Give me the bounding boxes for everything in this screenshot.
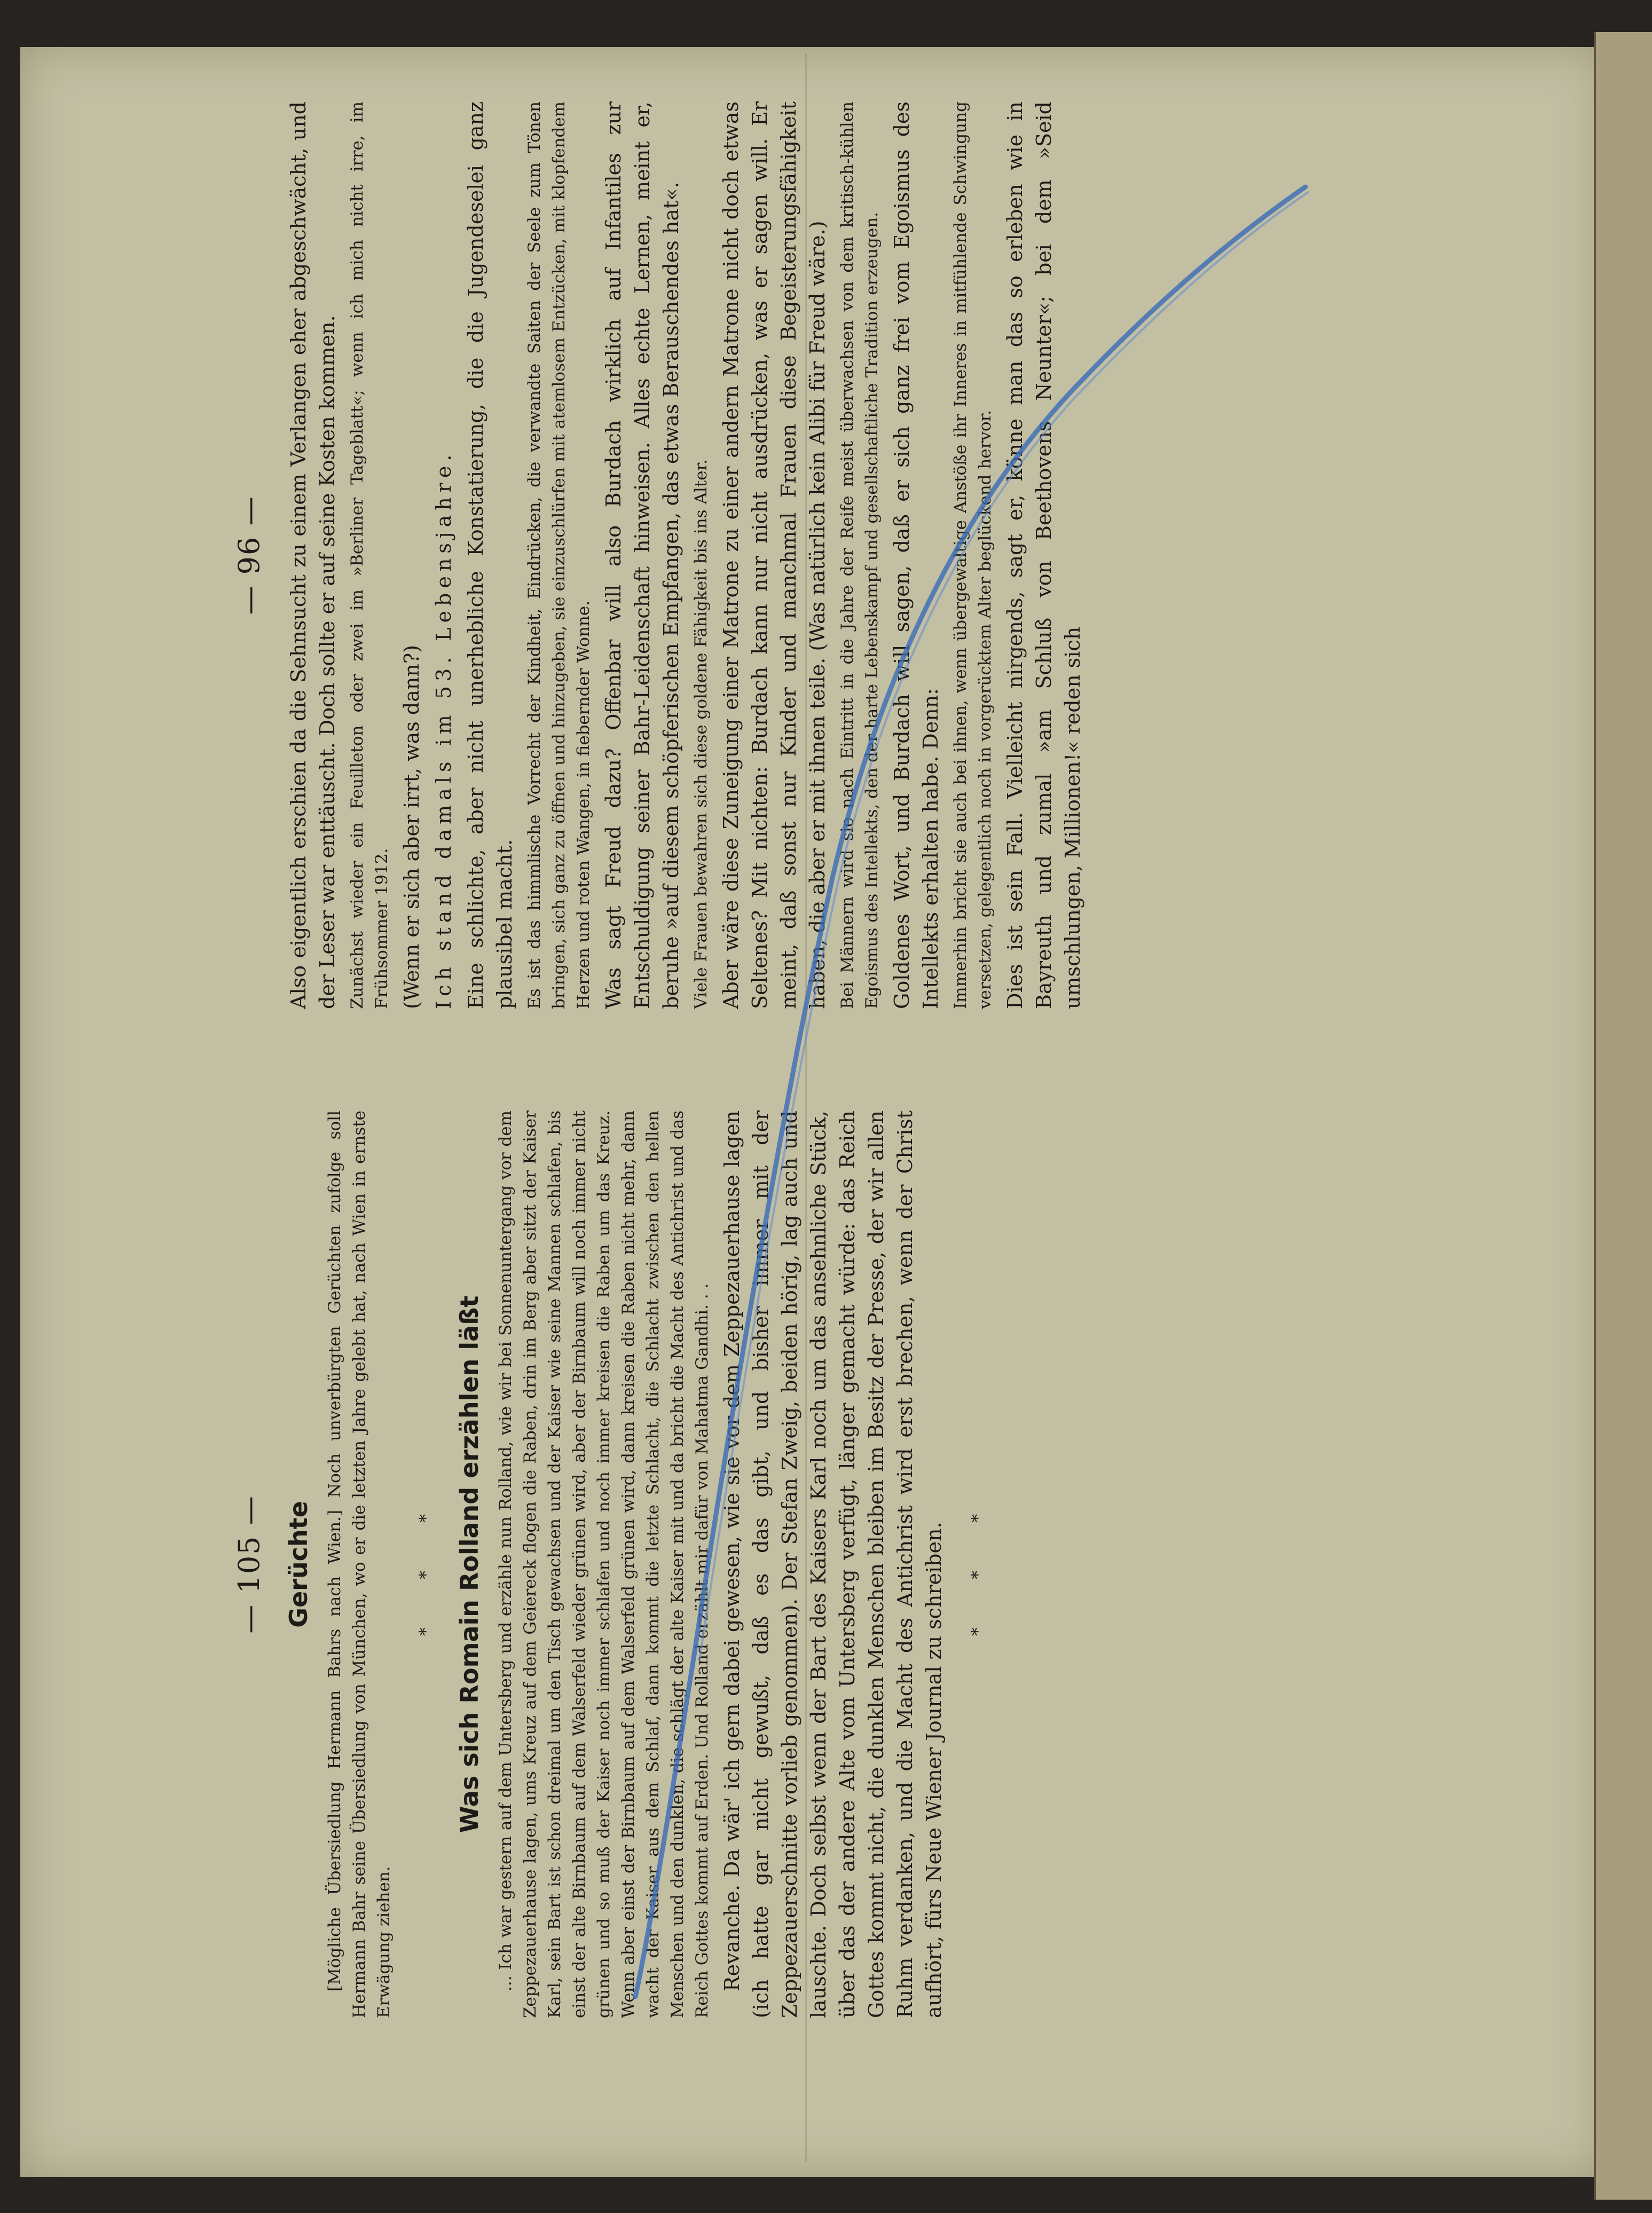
paragraph: Dies ist sein Fall. Vielleicht nirgends, sagt er, könne man das so erleben wie in Bayreuth und zumal »am Schluß von Beethovens Neunter«; bei dem »Seid umschlungen, Millionen!« reden sich xyxy=(1003,101,1084,1009)
paragraph: (Wenn er sich aber irrt, was dann?) xyxy=(400,644,423,1009)
paragraph: Goldenes Wort, und Burdach will sagen, daß er sich ganz frei vom Egoismus des Intellekts erhalten habe. Denn: xyxy=(890,101,942,1009)
page-105 xyxy=(232,1111,1506,2018)
page-96 xyxy=(232,101,1506,1009)
paragraph: Was sagt Freud dazu? Offenbar will also Burdach wirklich auf Infantiles zur Entschuldigung seiner Bahr-Leidenschaft hinweisen. Alles echte Lernen, meint er, beruhe »auf diesem schöpferischen Empfangen, das etwas Berauschendes hat«. xyxy=(602,101,683,1009)
section-title-rolland: Was sich Romain Rolland erzählen läßt xyxy=(455,1295,484,1833)
paragraph: Revanche. Da wär' ich gern dabei gewesen, wie sie vor dem Zeppezauerhause lagen (ich hatte gar nicht gewußt, daß es das gibt, und bisher immer mit der Zeppezauerschnitte vorlieb genommen). Der Stefan Zweig, beiden hörig, lag auch und lauschte. Doch selbst wenn der Bart des Kaisers Karl noch um das ansehnliche Stück, über das der andere Alte vom Untersberg verfügt, länger gemacht würde: das Reich Gottes kommt nicht, die dunklen Menschen bleiben im Besitz der Presse, der wir allen Ruhm verdanken, und die Macht des Antichrist wird erst brechen, wenn der Christ aufhört, fürs Neue Wiener Journal zu schreiben. xyxy=(720,1111,946,2018)
quote-paragraph: Es ist das himmlische Vorrecht der Kindheit, Eindrücken, die verwandte Saiten der Seele zum Tönen bringen, sich ganz zu öffnen und hinzugeben, sie einzuschlürfen mit atemlosem Entzücken, mit klopfendem Herzen und roten Wangen, in fiebernder Wonne. xyxy=(525,101,593,1009)
quote-paragraph: Ich stand damals im 53. Lebensjahre. xyxy=(432,450,455,1009)
paragraph: Eine schlichte, aber nicht unerhebliche Konstatierung, die die Jugendeselei ganz plausibel macht. xyxy=(464,101,516,1009)
quote-paragraph: Immerhin bricht sie auch bei ihnen, wenn übergewaltige Anstöße ihr Inneres in mitfühlende Schwingung versetzen, gelegentlich noch in vorgerücktem Alter beglückend hervor. xyxy=(951,101,995,1009)
paragraph: Aber wäre diese Zuneigung einer Matrone zu einer andern Matrone nicht doch etwas Seltenes? Mit nichten: Burdach kann nur nicht ausdrücken, was er sagen will. Er meint, daß sonst nur Kinder und manchmal Frauen diese Begeisterungsfähigkeit haben, die aber er mit ihnen teile. (Was natürlich kein Alibi für Freud wäre.) xyxy=(719,101,829,1009)
quote-paragraph: ... Ich war gestern auf dem Untersberg und erzähle nun Rolland, wie wir bei Sonnenuntergang vor dem Zeppezauerhause lagen, ums Kreuz auf dem Geiereck flogen die Raben, drin im Berg aber sitzt der Kaiser Karl, sein Bart ist schon dreimal um den Tisch gewachsen und der Kaiser wie seine Mannen schlafen, bis einst der alte Birnbaum auf dem Walserfeld wieder grünen wird, aber der Birnbaum will noch immer nicht grünen und so muß der Kaiser noch immer schlafen und noch immer kreisen die Raben um das Kreuz. Wenn aber einst der Birnbaum auf dem Walserfeld grünen wird, dann kreisen die Raben nicht mehr, dann wacht der Kaiser aus dem Schlaf, dann kommt die letzte Schlacht, die Schlacht zwischen den hellen Menschen und den dunklen, die schlägt der alte Kaiser mit und da bricht die Macht des Antichrist und das Reich Gottes kommt auf Erden. Und Rolland erzählt mir dafür von Mahatma Gandhi. . . xyxy=(496,1111,712,2018)
section-divider: * * * xyxy=(967,1492,988,1636)
quote-paragraph: Bei Männern wird sie nach Eintritt in die Jahre der Reife meist überwachsen von dem kritisch-kühlen Egoismus des Intellekts, den der harte Lebenskampf und gesellschaftliche Tradition erzeugen. xyxy=(838,101,882,1009)
quote-paragraph: Zunächst wieder ein Feuilleton oder zwei im »Berliner Tageblatt«; wenn ich mich nicht irre, im Frühsommer 1912. xyxy=(348,101,391,1009)
paragraph: Also eigentlich erschien da die Sehnsucht zu einem Verlangen eher abgeschwächt, und der Leser war enttäuscht. Doch sollte er auf seine Kosten kommen. xyxy=(287,101,339,1009)
section-title-geruechte: Gerüchte xyxy=(284,1501,313,1628)
page-number: — 96 — xyxy=(232,495,266,615)
page-number: — 105 — xyxy=(232,1495,266,1634)
news-item: [Mögliche Übersiedlung Hermann Bahrs nach Wien.] Noch unverbürgten Gerüchten zufolge soll Hermann Bahr seine Übersiedlung von München, wo er die letzten Jahre gelebt hat, nach Wien in ernste Erwägung ziehen. xyxy=(325,1111,394,2018)
quote-paragraph: Viele Frauen bewahren sich diese goldene Fähigkeit bis ins Alter. xyxy=(691,459,711,1009)
section-divider: * * * xyxy=(415,1492,436,1636)
